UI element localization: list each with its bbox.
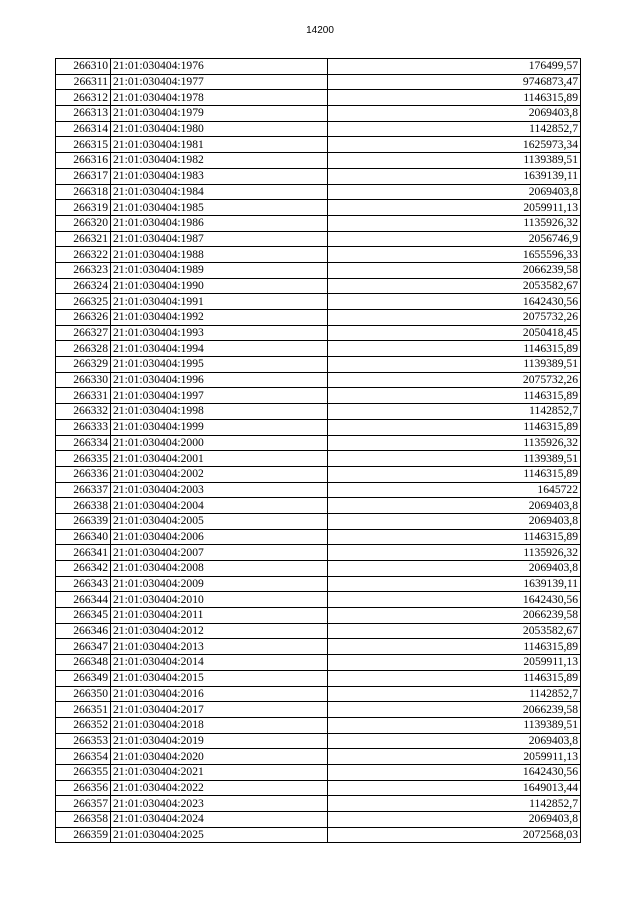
row-number-cell: 266342	[56, 561, 111, 577]
table-row	[56, 561, 581, 577]
row-number-cell: 266320	[56, 215, 111, 231]
table-row	[56, 608, 581, 624]
cadastral-value-cell: 2053582,67	[328, 623, 581, 639]
cadastral-number-cell: 21:01:030404:2001	[111, 451, 328, 467]
table-row	[56, 670, 581, 686]
table-row	[56, 247, 581, 263]
row-number-cell: 266348	[56, 655, 111, 671]
cadastral-value-cell: 1649013,44	[328, 780, 581, 796]
cadastral-value-cell: 1142852,7	[328, 404, 581, 420]
table-row	[56, 404, 581, 420]
row-number-cell: 266332	[56, 404, 111, 420]
row-number-cell: 266313	[56, 106, 111, 122]
row-number-cell: 266359	[56, 827, 111, 843]
table-row	[56, 215, 581, 231]
cadastral-number-cell: 21:01:030404:1990	[111, 278, 328, 294]
cadastral-value-cell: 2066239,58	[328, 702, 581, 718]
cadastral-value-cell: 1639139,11	[328, 576, 581, 592]
cadastral-value-cell: 2069403,8	[328, 106, 581, 122]
cadastral-number-cell: 21:01:030404:2000	[111, 435, 328, 451]
cadastral-number-cell: 21:01:030404:1997	[111, 388, 328, 404]
cadastral-value-cell: 2075732,26	[328, 310, 581, 326]
row-number-cell: 266345	[56, 608, 111, 624]
cadastral-value-cell: 2059911,13	[328, 200, 581, 216]
table-row	[56, 655, 581, 671]
cadastral-number-cell: 21:01:030404:2003	[111, 482, 328, 498]
table-row	[56, 200, 581, 216]
row-number-cell: 266315	[56, 137, 111, 153]
row-number-cell: 266335	[56, 451, 111, 467]
cadastral-number-cell: 21:01:030404:1992	[111, 310, 328, 326]
row-number-cell: 266346	[56, 623, 111, 639]
row-number-cell: 266331	[56, 388, 111, 404]
row-number-cell: 266350	[56, 686, 111, 702]
cadastral-value-cell: 1642430,56	[328, 294, 581, 310]
cadastral-number-cell: 21:01:030404:2017	[111, 702, 328, 718]
row-number-cell: 266327	[56, 325, 111, 341]
cadastral-value-cell: 1655596,33	[328, 247, 581, 263]
row-number-cell: 266340	[56, 529, 111, 545]
table-body	[56, 59, 581, 843]
cadastral-number-cell: 21:01:030404:1995	[111, 357, 328, 373]
cadastral-value-cell: 2066239,58	[328, 262, 581, 278]
cadastral-number-cell: 21:01:030404:2024	[111, 812, 328, 828]
table-row	[56, 419, 581, 435]
cadastral-value-cell: 1135926,32	[328, 435, 581, 451]
cadastral-value-cell: 2053582,67	[328, 278, 581, 294]
cadastral-value-cell: 1146315,89	[328, 670, 581, 686]
table-row	[56, 231, 581, 247]
row-number-cell: 266321	[56, 231, 111, 247]
row-number-cell: 266356	[56, 780, 111, 796]
row-number-cell: 266311	[56, 74, 111, 90]
cadastral-value-cell: 2059911,13	[328, 749, 581, 765]
cadastral-number-cell: 21:01:030404:1977	[111, 74, 328, 90]
cadastral-number-cell: 21:01:030404:2012	[111, 623, 328, 639]
table-row	[56, 639, 581, 655]
row-number-cell: 266343	[56, 576, 111, 592]
table-row	[56, 623, 581, 639]
row-number-cell: 266351	[56, 702, 111, 718]
cadastral-number-cell: 21:01:030404:1998	[111, 404, 328, 420]
row-number-cell: 266316	[56, 153, 111, 169]
table-row	[56, 262, 581, 278]
row-number-cell: 266347	[56, 639, 111, 655]
cadastral-number-cell: 21:01:030404:1996	[111, 372, 328, 388]
cadastral-value-cell: 2069403,8	[328, 513, 581, 529]
cadastral-number-cell: 21:01:030404:2015	[111, 670, 328, 686]
cadastral-number-cell: 21:01:030404:1983	[111, 168, 328, 184]
cadastral-value-cell: 1146315,89	[328, 419, 581, 435]
table-row	[56, 106, 581, 122]
cadastral-value-cell: 2066239,58	[328, 608, 581, 624]
cadastral-number-cell: 21:01:030404:2007	[111, 545, 328, 561]
cadastral-value-cell: 1639139,11	[328, 168, 581, 184]
table-row	[56, 529, 581, 545]
cadastral-value-cell: 1135926,32	[328, 215, 581, 231]
row-number-cell: 266358	[56, 812, 111, 828]
cadastral-value-cell: 1146315,89	[328, 529, 581, 545]
cadastral-number-cell: 21:01:030404:2006	[111, 529, 328, 545]
cadastral-number-cell: 21:01:030404:2010	[111, 592, 328, 608]
table-row	[56, 357, 581, 373]
row-number-cell: 266317	[56, 168, 111, 184]
cadastral-value-table	[55, 58, 581, 843]
row-number-cell: 266341	[56, 545, 111, 561]
table-row	[56, 184, 581, 200]
cadastral-value-cell: 2069403,8	[328, 498, 581, 514]
table-row	[56, 466, 581, 482]
table-row	[56, 576, 581, 592]
cadastral-number-cell: 21:01:030404:1982	[111, 153, 328, 169]
table-row	[56, 294, 581, 310]
table-row	[56, 435, 581, 451]
cadastral-value-cell: 2069403,8	[328, 733, 581, 749]
table-row	[56, 59, 581, 75]
row-number-cell: 266349	[56, 670, 111, 686]
cadastral-value-cell: 2069403,8	[328, 561, 581, 577]
cadastral-number-cell: 21:01:030404:2013	[111, 639, 328, 655]
row-number-cell: 266355	[56, 764, 111, 780]
row-number-cell: 266323	[56, 262, 111, 278]
row-number-cell: 266318	[56, 184, 111, 200]
cadastral-value-cell: 1139389,51	[328, 357, 581, 373]
row-number-cell: 266338	[56, 498, 111, 514]
row-number-cell: 266324	[56, 278, 111, 294]
table-row	[56, 168, 581, 184]
cadastral-number-cell: 21:01:030404:2022	[111, 780, 328, 796]
cadastral-number-cell: 21:01:030404:1988	[111, 247, 328, 263]
row-number-cell: 266330	[56, 372, 111, 388]
cadastral-number-cell: 21:01:030404:2016	[111, 686, 328, 702]
table-row	[56, 90, 581, 106]
cadastral-number-cell: 21:01:030404:2018	[111, 717, 328, 733]
cadastral-number-cell: 21:01:030404:2019	[111, 733, 328, 749]
cadastral-number-cell: 21:01:030404:1993	[111, 325, 328, 341]
table-row	[56, 153, 581, 169]
cadastral-value-cell: 1146315,89	[328, 639, 581, 655]
row-number-cell: 266326	[56, 310, 111, 326]
cadastral-value-cell: 2056746,9	[328, 231, 581, 247]
table-row	[56, 717, 581, 733]
table-row	[56, 137, 581, 153]
cadastral-number-cell: 21:01:030404:1989	[111, 262, 328, 278]
table-row	[56, 341, 581, 357]
cadastral-value-cell: 176499,57	[328, 59, 581, 75]
row-number-cell: 266328	[56, 341, 111, 357]
cadastral-number-cell: 21:01:030404:2023	[111, 796, 328, 812]
table-row	[56, 325, 581, 341]
row-number-cell: 266357	[56, 796, 111, 812]
row-number-cell: 266310	[56, 59, 111, 75]
cadastral-number-cell: 21:01:030404:2009	[111, 576, 328, 592]
table-row	[56, 827, 581, 843]
table-row	[56, 310, 581, 326]
table-row	[56, 482, 581, 498]
table-row	[56, 513, 581, 529]
table-row	[56, 278, 581, 294]
row-number-cell: 266353	[56, 733, 111, 749]
cadastral-number-cell: 21:01:030404:2021	[111, 764, 328, 780]
cadastral-number-cell: 21:01:030404:1979	[111, 106, 328, 122]
cadastral-value-cell: 1642430,56	[328, 764, 581, 780]
row-number-cell: 266329	[56, 357, 111, 373]
table-row	[56, 388, 581, 404]
row-number-cell: 266339	[56, 513, 111, 529]
cadastral-value-cell: 1142852,7	[328, 686, 581, 702]
row-number-cell: 266314	[56, 121, 111, 137]
cadastral-number-cell: 21:01:030404:2020	[111, 749, 328, 765]
cadastral-value-cell: 2059911,13	[328, 655, 581, 671]
row-number-cell: 266333	[56, 419, 111, 435]
cadastral-number-cell: 21:01:030404:1991	[111, 294, 328, 310]
cadastral-value-cell: 2075732,26	[328, 372, 581, 388]
cadastral-number-cell: 21:01:030404:2008	[111, 561, 328, 577]
table-row	[56, 451, 581, 467]
cadastral-value-cell: 2050418,45	[328, 325, 581, 341]
cadastral-number-cell: 21:01:030404:1994	[111, 341, 328, 357]
table-row	[56, 702, 581, 718]
table-row	[56, 796, 581, 812]
cadastral-number-cell: 21:01:030404:1978	[111, 90, 328, 106]
table-row	[56, 749, 581, 765]
row-number-cell: 266334	[56, 435, 111, 451]
row-number-cell: 266322	[56, 247, 111, 263]
table-row	[56, 733, 581, 749]
cadastral-number-cell: 21:01:030404:2005	[111, 513, 328, 529]
table-row	[56, 780, 581, 796]
cadastral-value-cell: 1146315,89	[328, 388, 581, 404]
cadastral-number-cell: 21:01:030404:1999	[111, 419, 328, 435]
row-number-cell: 266354	[56, 749, 111, 765]
cadastral-number-cell: 21:01:030404:1976	[111, 59, 328, 75]
cadastral-number-cell: 21:01:030404:1980	[111, 121, 328, 137]
cadastral-value-cell: 1625973,34	[328, 137, 581, 153]
row-number-cell: 266352	[56, 717, 111, 733]
cadastral-number-cell: 21:01:030404:1987	[111, 231, 328, 247]
table-row	[56, 121, 581, 137]
table-row	[56, 812, 581, 828]
cadastral-value-cell: 1642430,56	[328, 592, 581, 608]
cadastral-number-cell: 21:01:030404:1981	[111, 137, 328, 153]
cadastral-number-cell: 21:01:030404:2025	[111, 827, 328, 843]
row-number-cell: 266344	[56, 592, 111, 608]
cadastral-value-cell: 1142852,7	[328, 796, 581, 812]
cadastral-value-cell: 1146315,89	[328, 341, 581, 357]
cadastral-number-cell: 21:01:030404:2011	[111, 608, 328, 624]
cadastral-number-cell: 21:01:030404:1986	[111, 215, 328, 231]
table-row	[56, 498, 581, 514]
row-number-cell: 266337	[56, 482, 111, 498]
table-row	[56, 372, 581, 388]
cadastral-value-cell: 2072568,03	[328, 827, 581, 843]
table-row	[56, 686, 581, 702]
page-number: 14200	[306, 25, 334, 36]
cadastral-number-cell: 21:01:030404:2014	[111, 655, 328, 671]
cadastral-value-cell: 1139389,51	[328, 717, 581, 733]
cadastral-value-cell: 1139389,51	[328, 451, 581, 467]
cadastral-value-cell: 1142852,7	[328, 121, 581, 137]
row-number-cell: 266312	[56, 90, 111, 106]
cadastral-value-cell: 1139389,51	[328, 153, 581, 169]
cadastral-value-cell: 9746873,47	[328, 74, 581, 90]
row-number-cell: 266336	[56, 466, 111, 482]
row-number-cell: 266319	[56, 200, 111, 216]
table-row	[56, 764, 581, 780]
cadastral-value-cell: 1146315,89	[328, 90, 581, 106]
cadastral-number-cell: 21:01:030404:1984	[111, 184, 328, 200]
row-number-cell: 266325	[56, 294, 111, 310]
cadastral-value-cell: 2069403,8	[328, 812, 581, 828]
cadastral-value-cell: 1135926,32	[328, 545, 581, 561]
cadastral-value-cell: 1146315,89	[328, 466, 581, 482]
cadastral-number-cell: 21:01:030404:2002	[111, 466, 328, 482]
table-row	[56, 545, 581, 561]
cadastral-number-cell: 21:01:030404:1985	[111, 200, 328, 216]
cadastral-number-cell: 21:01:030404:2004	[111, 498, 328, 514]
table-row	[56, 74, 581, 90]
cadastral-value-cell: 1645722	[328, 482, 581, 498]
table-row	[56, 592, 581, 608]
cadastral-value-cell: 2069403,8	[328, 184, 581, 200]
